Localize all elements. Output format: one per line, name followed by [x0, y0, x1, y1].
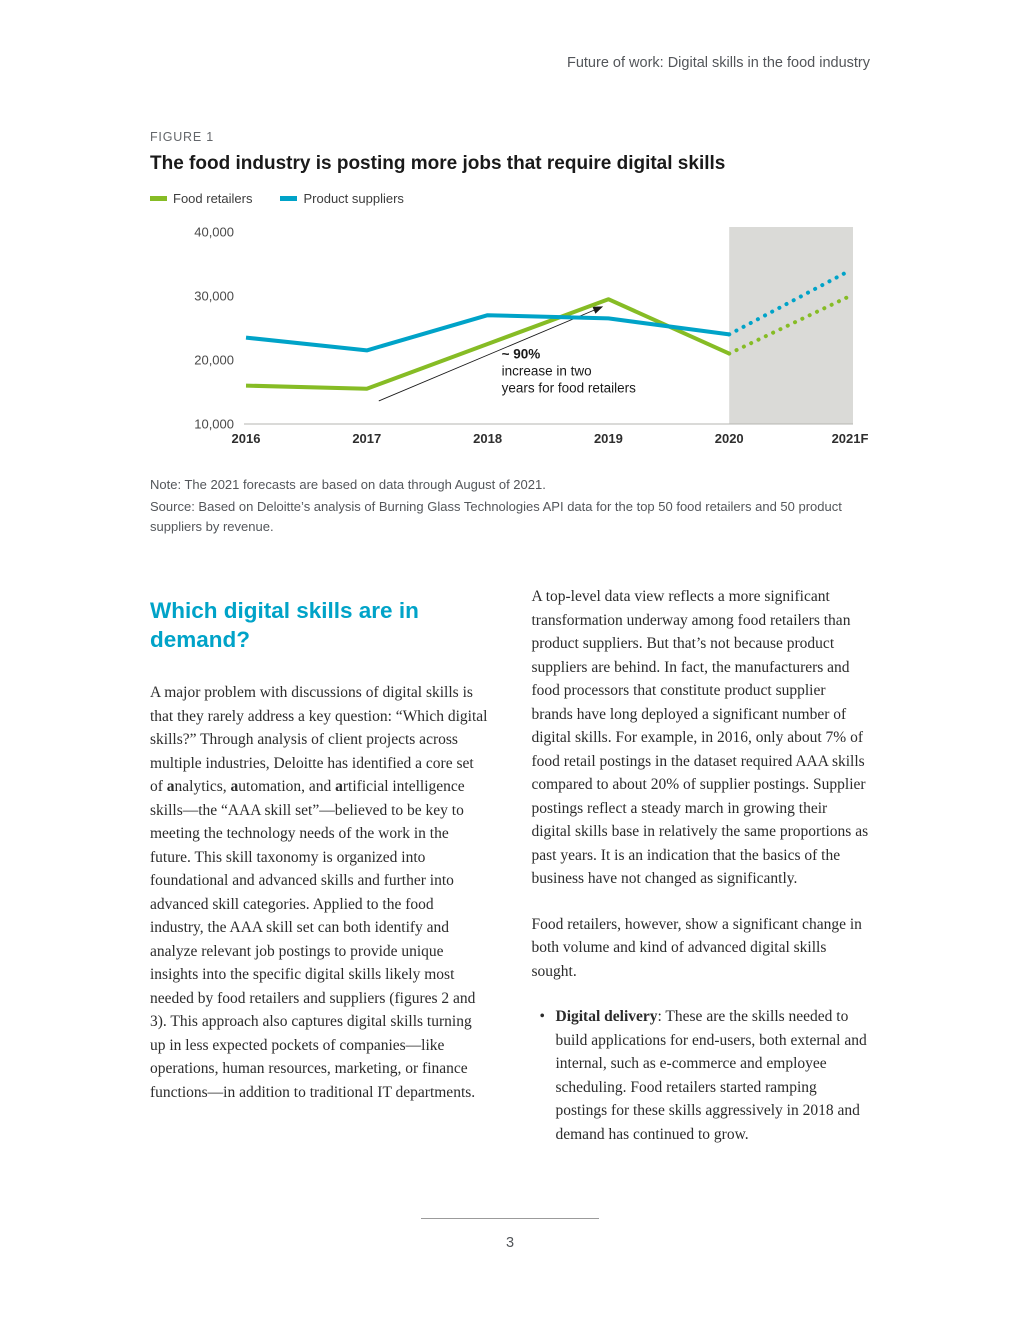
legend-item-food-retailers: [150, 191, 252, 206]
figure-label: FIGURE 1: [150, 130, 215, 144]
x-tick-label: 2019: [593, 431, 623, 446]
two-column-body: [150, 583, 870, 1146]
legend-swatch-product-suppliers: [280, 196, 297, 201]
page-footer: [0, 1218, 1020, 1251]
legend-label-food-retailers: Food retailers: [173, 191, 253, 206]
y-tick-label: 10,000: [194, 416, 234, 432]
chart-legend: [150, 191, 870, 206]
page-number: 3: [505, 1235, 515, 1251]
paragraph-aaa-skills: [150, 681, 489, 1104]
paragraph-segment: A major problem with discussions of digital skills is that they rarely address a key question: “Which digital skills?” Through analysis of client projects across multiple industries, Deloitte has identified a core set of: [150, 684, 488, 796]
paragraph-segment: rtificial intelligence skills—the “AAA skill set”—believed to be key to meeting the technology needs of the work in the future. This skill taxonomy is organized into foundational and advanced skills and further into advanced skill categories. Applied to the food industry, the AAA skill set can both identify and analyze relevant job postings to provide unique insights into the specific digital skills likely most needed by food retailers and suppliers (figures 2 and 3). This approach also captures digital skills turning up in less expected pockets of companies—like operations, human resources, marketing, or finance functions—in addition to traditional IT departments.: [150, 778, 476, 1101]
y-tick-label: 40,000: [194, 224, 234, 240]
x-tick-label: 2020: [714, 431, 744, 446]
x-tick-label: 2021F: [831, 431, 869, 446]
bullet-text: : These are the skills needed to build applications for end-users, both external and internal, such as e-commerce and employee scheduling. Food retailers started ramping postings for these skills aggressively in 2018 and demand has continued to grow.: [555, 1008, 867, 1143]
bullet-list: [532, 1005, 871, 1146]
section-heading: Which digital skills are in demand?: [150, 598, 419, 652]
forecast-band: [729, 227, 853, 424]
running-header-title: Future of work: Digital skills in the food industry: [566, 55, 870, 71]
paragraph-retailers-change: Food retailers, however, show a significant change in both volume and kind of advanced digital skills sought.: [531, 915, 862, 980]
paragraph-segment: nalytics,: [174, 778, 231, 796]
running-header: [150, 55, 870, 71]
y-tick-label: 20,000: [194, 352, 234, 368]
legend-swatch-food-retailers: [150, 196, 167, 201]
chart-canvas: [150, 218, 870, 456]
paragraph-top-level-view: A top-level data view reflects a more significant transformation underway among food retailers than product suppliers. But that’s not because product suppliers are behind. In fact, the manufacturers and food processors that constitute product supplier brands have long deployed a significant number of digital skills. For example, in 2016, only about 7% of food retail postings in the dataset required AAA skills compared to about 20% of supplier postings. Supplier postings reflect a steady march in growing their digital skills base in relatively the same proportions as past years. It is an indication that the basics of the business have not changed as significantly.: [531, 588, 869, 887]
y-tick-label: 30,000: [194, 288, 234, 304]
figure-1: [150, 130, 870, 537]
annotation-text: increase in two: [501, 363, 592, 379]
figure-title: The food industry is posting more jobs that require digital skills: [150, 153, 726, 174]
figure-note: Note: The 2021 forecasts are based on data through August of 2021.: [150, 477, 546, 492]
annotation-value: ~ 90%: [501, 346, 541, 362]
annotation-arrowhead: [592, 306, 603, 313]
x-tick-label: 2018: [473, 431, 503, 446]
legend-label-product-suppliers: Product suppliers: [303, 191, 404, 206]
bold-letter-a: a: [230, 778, 239, 796]
bullet-digital-delivery: [556, 1005, 871, 1146]
legend-item-product-suppliers: [280, 191, 403, 206]
x-tick-label: 2016: [231, 431, 261, 446]
left-column: [150, 583, 489, 1146]
figure-source: Source: Based on Deloitte’s analysis of Burning Glass Technologies API data for the top 50 food retailers and 50 product suppliers by revenue.: [150, 499, 842, 535]
right-column: [532, 583, 871, 1146]
bullet-term: Digital delivery: [555, 1008, 658, 1025]
annotation-text: years for food retailers: [501, 380, 636, 396]
bold-letter-a: a: [335, 778, 343, 796]
line-chart: [150, 218, 870, 461]
bold-letter-a: a: [166, 778, 175, 796]
x-tick-label: 2017: [352, 431, 382, 446]
paragraph-segment: utomation, and: [238, 778, 336, 796]
footer-divider: [421, 1218, 599, 1219]
